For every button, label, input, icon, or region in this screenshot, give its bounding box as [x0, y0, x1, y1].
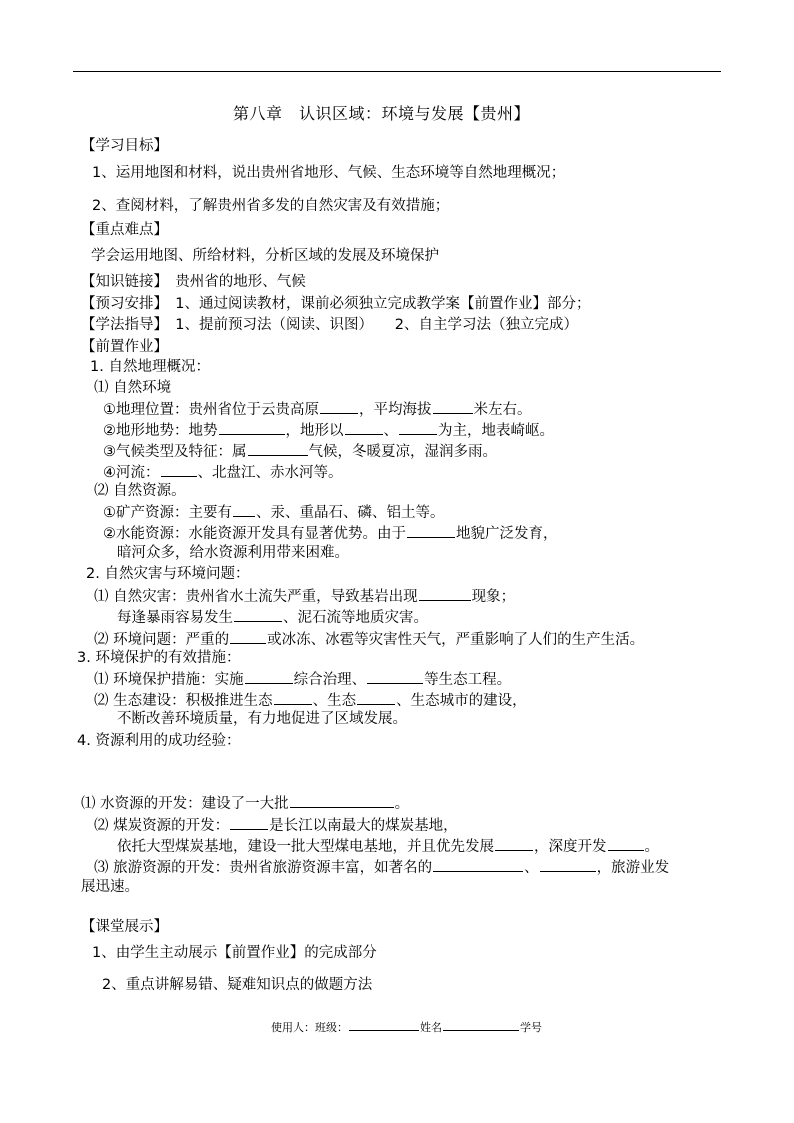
objective-2: 2、查阅材料，了解贵州省多发的自然灾害及有效措施；	[92, 198, 450, 214]
study-method: 【学法指导】 1、提前预习法（阅读、识图） 2、自主学习法（独立完成）	[81, 317, 578, 333]
line-protection: ⑴ 环境保护措施：实施 综合治理、 等生态工程。	[94, 668, 511, 688]
preview-arrangement: 【预习安排】 1、通过阅读教材，课前必须独立完成教学案【前置作业】部分；	[81, 296, 591, 312]
blank-field[interactable]	[245, 668, 293, 684]
line-coal: ⑵ 煤炭资源的开发： 是长江以南最大的煤炭基地，	[94, 814, 458, 834]
blank-field[interactable]	[290, 792, 394, 808]
blank-field[interactable]	[234, 606, 282, 622]
pre-assignment-heading: 【前置作业】	[81, 339, 168, 355]
line-water-resource: ⑴ 水资源的开发：建设了一大批 。	[81, 792, 409, 812]
blank-field[interactable]	[495, 835, 533, 851]
line-climate: ③气候类型及特征：属 气候，冬暖夏凉，湿润多雨。	[103, 440, 497, 460]
line-disaster-cont: 每逢暴雨容易发生 、泥石流等地质灾害。	[117, 606, 428, 626]
objective-1: 1、运用地图和材料，说出贵州省地形、气候、生态环境等自然地理概况；	[92, 165, 566, 181]
line-river: ④河流： 、北盘江、赤水河等。	[103, 461, 343, 481]
blank-field[interactable]	[357, 689, 395, 705]
line-ecology: ⑵ 生态建设：积极推进生态 、生态 、生态城市的建设，	[94, 689, 527, 709]
blank-field[interactable]	[367, 668, 423, 684]
blank-field[interactable]	[161, 461, 197, 477]
line-terrain: ②地形地势：地势 ，地形以 、 为主，地表崎岖。	[103, 419, 554, 439]
blank-field[interactable]	[230, 814, 268, 830]
blank-field[interactable]	[230, 628, 266, 644]
line-tourism: ⑶ 旅游资源的开发：贵州省旅游资源丰富，如著名的 、 ，旅游业发	[94, 856, 669, 876]
classroom-item-1: 1、由学生主动展示【前置作业】的完成部分	[92, 945, 377, 961]
blank-field[interactable]	[274, 689, 312, 705]
section-2-heading: 2. 自然灾害与环境问题：	[86, 566, 250, 582]
knowledge-link: 【知识链接】 贵州省的地形、气候	[81, 274, 306, 290]
line-disaster: ⑴ 自然灾害：贵州省水土流失严重，导致基岩出现 现象；	[94, 585, 515, 605]
line-mineral: ①矿产资源：主要有 、汞、重晶石、磷、铝土等。	[103, 501, 445, 521]
line-location: ①地理位置：贵州省位于云贵高原 ，平均海拔 米左右。	[103, 398, 532, 418]
blank-field[interactable]	[407, 522, 455, 538]
key-points-heading: 【重点难点】	[81, 222, 168, 238]
line-ecology-cont: 不断改善环境质量，有力地促进了区域发展。	[117, 711, 407, 727]
section-1-1: ⑴ 自然环境	[94, 380, 172, 396]
blank-field[interactable]	[540, 856, 596, 872]
blank-field[interactable]	[419, 585, 471, 601]
classroom-item-2: 2、重点讲解易错、疑难知识点的做题方法	[102, 977, 373, 993]
line-coal-cont: 依托大型煤炭基地，建设一批大型煤电基地，并且优先发展 ，深度开发 。	[117, 835, 659, 855]
blank-field[interactable]	[399, 419, 437, 435]
section-4-heading: 4. 资源利用的成功经验：	[77, 733, 241, 749]
blank-field[interactable]	[433, 856, 523, 872]
blank-field[interactable]	[219, 419, 285, 435]
footer-user-info: 使用人：班级： 姓名 学号	[271, 1021, 542, 1034]
section-1-heading: 1. 自然地理概况：	[90, 359, 210, 375]
blank-field[interactable]	[608, 835, 644, 851]
page-title: 第八章 认识区域：环境与发展【贵州】	[233, 104, 531, 123]
line-water-power-cont: 暗河众多，给水资源利用带来困难。	[117, 545, 349, 561]
blank-field[interactable]	[345, 419, 383, 435]
classroom-heading: 【课堂展示】	[81, 919, 168, 935]
line-environment: ⑵ 环境问题：严重的 或冰冻、冰雹等灾害性天气，严重影响了人们的生产生活。	[94, 628, 644, 648]
blank-field[interactable]	[320, 398, 358, 414]
section-3-heading: 3. 环境保护的有效措施：	[77, 650, 241, 666]
blank-field[interactable]	[233, 501, 255, 517]
line-tourism-cont: 展迅速。	[81, 879, 139, 895]
name-blank[interactable]	[443, 1020, 519, 1031]
section-1-2: ⑵ 自然资源。	[94, 483, 186, 499]
key-points-text: 学会运用地图、所给材料，分析区域的发展及环境保护	[91, 248, 439, 264]
objectives-heading: 【学习目标】	[81, 138, 168, 154]
blank-field[interactable]	[433, 398, 473, 414]
header-rule	[73, 71, 721, 72]
class-blank[interactable]	[349, 1020, 419, 1031]
blank-field[interactable]	[248, 440, 308, 456]
line-water-power: ②水能资源：水能资源开发具有显著优势。由于 地貌广泛发育，	[103, 522, 558, 542]
